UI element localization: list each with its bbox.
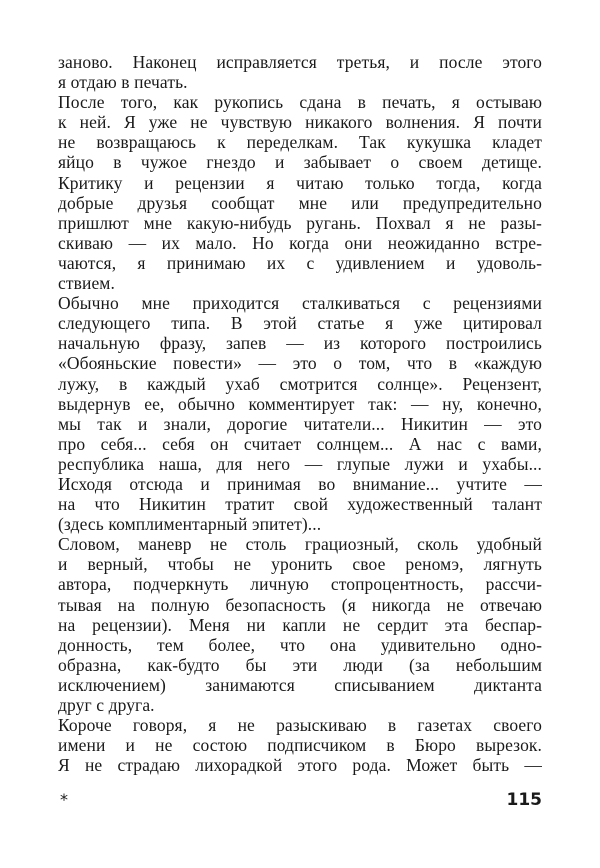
text-line: скиваю — их мало. Но когда они неожиданно встре- <box>58 232 542 253</box>
text-line: Словом, маневр не столь грациозный, сколь удобный <box>58 534 542 555</box>
text-body <box>58 52 542 775</box>
page-number: 115 <box>506 790 542 810</box>
text-line: ствием. <box>58 273 115 294</box>
text-line: чаются, я принимаю их с удивлением и удоволь- <box>58 252 542 273</box>
text-line: на рецензии). Меня ни капли не сердит эта беспар- <box>58 614 542 635</box>
text-line: После того, как рукопись сдана в печать, я остываю <box>58 92 542 113</box>
page-footer <box>58 790 542 812</box>
text-line: заново. Наконец исправляется третья, и после этого <box>58 52 542 72</box>
text-line: республика наша, для него — глупые лужи и ухабы... <box>58 453 542 474</box>
text-line: Исходя отсюда и принимая во внимание... учтите — <box>58 473 542 494</box>
text-line: яйцо в чужое гнездо и забывает о своем детище. <box>58 152 542 173</box>
text-line: пришлют мне какую-нибудь ругань. Похвал я не разы- <box>58 212 542 233</box>
text-line: следующего типа. В этой статье я уже цитировал <box>58 313 542 334</box>
text-line: Я не страдаю лихорадкой этого рода. Может быть — <box>58 755 542 776</box>
text-line: Обычно мне приходится сталкиваться с рецензиями <box>58 293 542 314</box>
text-line: мы так и знали, дорогие читатели... Никитин — это <box>58 413 542 434</box>
text-line: не возвращаюсь к переделкам. Так кукушка кладет <box>58 132 542 153</box>
text-line: образна, как-будто бы эти люди (за небольшим <box>58 654 542 675</box>
text-line: к ней. Я уже не чувствую никакого волнения. Я почти <box>58 112 542 133</box>
text-line: начальную фразу, запев — из которого построились <box>58 333 542 354</box>
text-line: автора, подчеркнуть личную стопроцентность, рассчи- <box>58 574 542 595</box>
text-line: имени и не состою подписчиком в Бюро вырезок. <box>58 735 542 756</box>
text-line: добрые друзья сообщат мне или предупредительно <box>58 192 542 213</box>
text-line: выдернув ее, обычно комментирует так: — ну, конечно, <box>58 393 542 414</box>
text-line: тывая на полную безопасность (я никогда не отвечаю <box>58 594 542 615</box>
text-line: и верный, чтобы не уронить свое реномэ, лягнуть <box>58 554 542 575</box>
text-line: «Обояньские повести» — это о том, что в «каждую <box>58 353 542 374</box>
text-line: (здесь комплиментарный эпитет)... <box>58 514 322 535</box>
signature-mark: * <box>60 790 68 809</box>
text-line: лужу, в каждый ухаб смотрится солнце». Рецензент, <box>58 373 542 394</box>
text-line: на что Никитин тратит свой художественный талант <box>58 494 542 515</box>
text-line: Короче говоря, я не разыскиваю в газетах своего <box>58 715 542 736</box>
text-line: донность, тем более, что она удивительно одно- <box>58 634 542 655</box>
text-line: друг с друга. <box>58 695 155 715</box>
text-line: Критику и рецензии я читаю только тогда, когда <box>58 172 542 193</box>
text-line: я отдаю в печать. <box>58 72 188 93</box>
text-line: про себя... себя он считает солнцем... А нас с вами, <box>58 433 542 454</box>
text-line: исключением) занимаются списыванием диктанта <box>58 674 542 695</box>
